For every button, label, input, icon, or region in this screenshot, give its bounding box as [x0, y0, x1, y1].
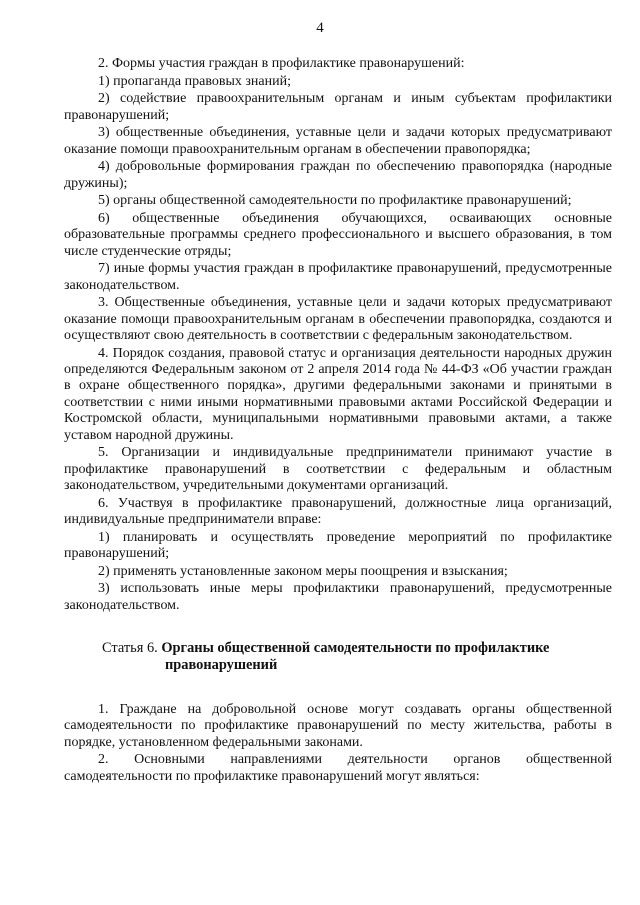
paragraph: 3. Общественные объединения, уставные цели и задачи которых предусматривают оказание помощи правоохранительным органам в обеспечении правопорядка, создаются и осуществляют свою деятельность в соответствии с федеральным законодательством.: [64, 295, 612, 343]
paragraph: 7) иные формы участия граждан в профилактике правонарушений, предусмотренные законодательством.: [64, 261, 612, 293]
paragraph: 4) добровольные формирования граждан по обеспечению правопорядка (народные дружины);: [64, 159, 612, 191]
paragraph: 5. Организации и индивидуальные предприниматели принимают участие в профилактике правонарушений в соответствии с федеральным и областным законодательством, учредительными документами организаций.: [64, 445, 612, 494]
paragraph: 1. Граждане на добровольной основе могут создавать органы общественной самодеятельности по профилактике правонарушений по месту жительства, работы в порядке, установленном федеральными законами.: [64, 702, 612, 750]
page-number: 4: [316, 20, 324, 36]
paragraph: 1) пропаганда правовых знаний;: [98, 73, 291, 89]
article-title: Органы общественной самодеятельности по профилактике: [161, 640, 550, 657]
paragraph: 1) планировать и осуществлять проведение мероприятий по профилактике правонарушений;: [64, 529, 612, 562]
article-heading: [64, 640, 612, 674]
paragraph: 5) органы общественной самодеятельности по профилактике правонарушений;: [98, 193, 572, 209]
paragraph: 2. Основными направлениями деятельности органов общественной самодеятельности по профилактике правонарушений могут являться:: [64, 752, 612, 784]
paragraph: 2) содействие правоохранительным органам и иным субъектам профилактики правонарушений;: [64, 91, 612, 123]
article-title-continued: правонарушений: [165, 657, 278, 674]
paragraph: 3) общественные объединения, уставные цели и задачи которых предусматривают оказание помощи правоохранительным органам в обеспечении правопорядка;: [64, 125, 612, 157]
paragraph: 6) общественные объединения обучающихся, осваивающих основные образовательные программы среднего профессионального и высшего образования, в том числе студенческие отряды;: [64, 210, 612, 259]
paragraph: 2) применять установленные законом меры поощрения и взыскания;: [98, 563, 508, 579]
paragraph: 2. Формы участия граждан в профилактике правонарушений:: [98, 56, 465, 71]
paragraph: 6. Участвуя в профилактике правонарушений, должностные лица организаций, индивидуальные предприниматели вправе:: [64, 495, 612, 528]
article-label: Статья 6.: [102, 640, 158, 657]
paragraph: 4. Порядок создания, правовой статус и организация деятельности народных дружин определяются Федеральным законом от 2 апреля 2014 года № 44-ФЗ «Об участии граждан в охране общественного порядка», другими федеральными законами и принятыми в соответствии с ними иными нормативными правовыми актами Российской Федерации и Костромской области, муниципальными нормативными правовыми актами, а также уставом народной дружины.: [64, 345, 612, 443]
paragraph: 3) использовать иные меры профилактики правонарушений, предусмотренные законодательством.: [64, 581, 612, 613]
document-body: [64, 56, 612, 786]
